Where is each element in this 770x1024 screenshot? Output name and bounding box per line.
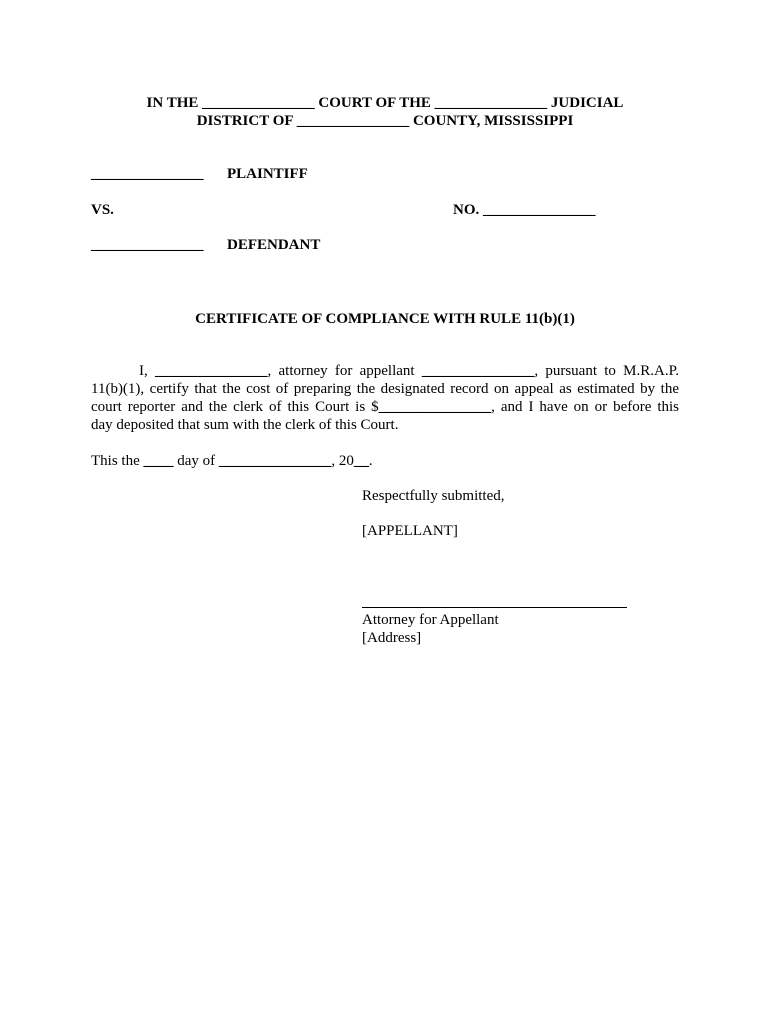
appellant-placeholder: [APPELLANT] (362, 523, 458, 539)
text: , 20 (331, 453, 354, 469)
closing: Respectfully submitted, (362, 488, 505, 504)
plaintiff-blank[interactable]: _______________ (91, 166, 204, 182)
body-line-3 (91, 398, 679, 416)
document-title: CERTIFICATE OF COMPLIANCE WITH RULE 11(b)(1) (195, 311, 575, 327)
body-line-2: 11(b)(1), certify that the cost of preparing the designated record on appeal as estimated by the (91, 381, 679, 397)
day-blank[interactable]: ____ (143, 453, 174, 469)
appellant-name-blank[interactable]: _______________ (421, 363, 535, 379)
attorney-name-blank[interactable]: _______________ (155, 363, 268, 379)
text: This the (91, 453, 144, 469)
address-placeholder: [Address] (362, 630, 422, 646)
signature-line[interactable] (362, 607, 627, 608)
text: day of (173, 453, 219, 469)
text: court reporter and the clerk of this Court is $ (91, 399, 379, 415)
vs-label: VS. (91, 202, 114, 218)
text: . (368, 453, 373, 469)
caption-line-2: DISTRICT OF _______________ COUNTY, MISSISSIPPI (196, 113, 574, 129)
month-blank[interactable]: _______________ (218, 453, 332, 469)
text: I, (139, 363, 155, 379)
text: , pursuant to M.R.A.P. (534, 363, 679, 379)
text: , attorney for appellant (267, 363, 422, 379)
signer-title: Attorney for Appellant (362, 612, 499, 628)
plaintiff-label: PLAINTIFF (227, 166, 308, 182)
defendant-label: DEFENDANT (227, 237, 321, 253)
date-line (91, 452, 373, 470)
text: , and I have on or before this (491, 399, 679, 415)
defendant-blank[interactable]: _______________ (91, 237, 204, 253)
body-line-1 (139, 362, 679, 380)
cost-amount-blank[interactable]: _______________ (378, 399, 492, 415)
case-number[interactable]: NO. _______________ (453, 202, 596, 218)
year-blank[interactable]: __ (353, 453, 369, 469)
body-line-4: day deposited that sum with the clerk of this Court. (91, 417, 399, 433)
caption-line-1: IN THE _______________ COURT OF THE _______________ JUDICIAL (146, 95, 624, 111)
